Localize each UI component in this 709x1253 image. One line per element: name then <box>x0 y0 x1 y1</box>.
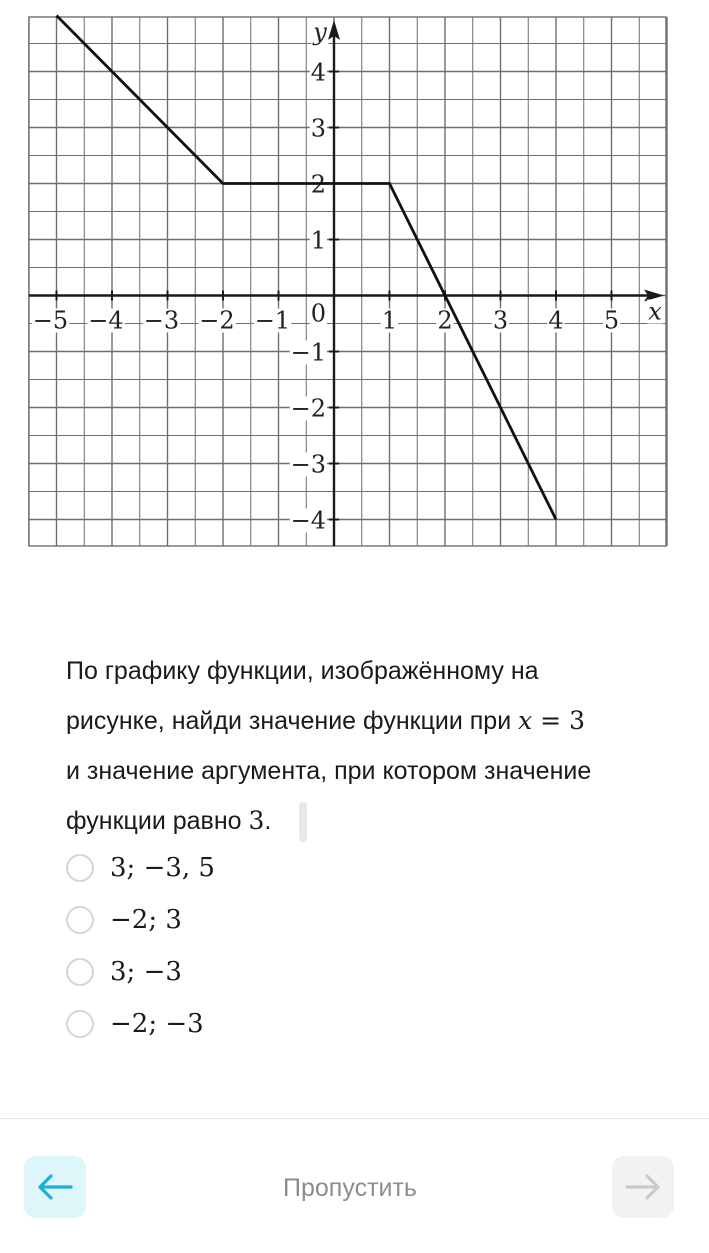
y-tick-label: −4 <box>290 506 326 535</box>
y-tick-label: −2 <box>290 394 326 423</box>
x-tick-label: −4 <box>88 306 124 335</box>
arrow-left-icon <box>35 1172 75 1202</box>
axes <box>29 20 664 546</box>
math-variable: x <box>518 706 533 735</box>
tick-labels <box>32 18 663 535</box>
question-text <box>66 646 676 846</box>
answer-option-3[interactable] <box>66 946 566 998</box>
question-line-4-text: функции равно <box>66 807 249 835</box>
answer-options <box>66 842 566 1050</box>
x-tick-label: 1 <box>381 306 398 335</box>
x-tick-label: −3 <box>143 306 180 335</box>
question-line-3: и значение аргумента, при котором значение <box>66 757 592 785</box>
y-axis-label: y <box>313 18 327 46</box>
text-cursor-marker <box>299 802 307 842</box>
skip-button[interactable]: Пропустить <box>283 1174 417 1202</box>
y-tick-label: 3 <box>310 114 326 143</box>
answer-option-1[interactable] <box>66 842 566 894</box>
arrow-right-icon <box>623 1172 663 1202</box>
answer-option-label: 3; −3, 5 <box>110 853 215 883</box>
answer-option-4[interactable] <box>66 998 566 1050</box>
function-graph <box>0 0 709 560</box>
y-tick-label: 2 <box>310 170 326 199</box>
x-tick-label: 5 <box>603 306 620 335</box>
radio-button[interactable] <box>66 1010 94 1038</box>
y-tick-label: −1 <box>290 338 326 367</box>
next-button[interactable] <box>612 1156 674 1218</box>
question-line-2-text: рисунке, найди значение функции при <box>66 707 519 735</box>
x-tick-label: 4 <box>548 306 564 335</box>
y-tick-label: 1 <box>310 226 326 255</box>
origin-label: 0 <box>310 299 326 328</box>
back-button[interactable] <box>24 1156 86 1218</box>
grid <box>29 17 667 546</box>
y-tick-label: −3 <box>290 450 326 479</box>
radio-button[interactable] <box>66 906 94 934</box>
x-tick-label: 3 <box>492 306 509 335</box>
answer-option-label: −2; 3 <box>110 905 182 935</box>
answer-option-label: −2; −3 <box>110 1009 204 1039</box>
x-axis-label: x <box>648 297 662 326</box>
math-value: 3 <box>248 806 265 835</box>
question-line-4 <box>66 796 676 846</box>
answer-option-2[interactable] <box>66 894 566 946</box>
x-tick-label: −2 <box>199 306 235 335</box>
question-period: . <box>264 807 272 835</box>
answer-option-label: 3; −3 <box>110 957 182 987</box>
graph-svg <box>0 0 709 560</box>
x-tick-label: −1 <box>254 306 291 335</box>
grid-border <box>29 17 666 546</box>
question-line-2 <box>66 696 676 746</box>
radio-button[interactable] <box>66 854 94 882</box>
x-tick-label: −5 <box>32 306 69 335</box>
x-tick-label: 2 <box>437 306 453 335</box>
radio-button[interactable] <box>66 958 94 986</box>
y-tick-label: 4 <box>310 58 326 87</box>
question-line-1: По графику функции, изображённому на <box>66 657 539 685</box>
footer-divider <box>0 1118 709 1119</box>
math-equation: = 3 <box>532 706 585 735</box>
